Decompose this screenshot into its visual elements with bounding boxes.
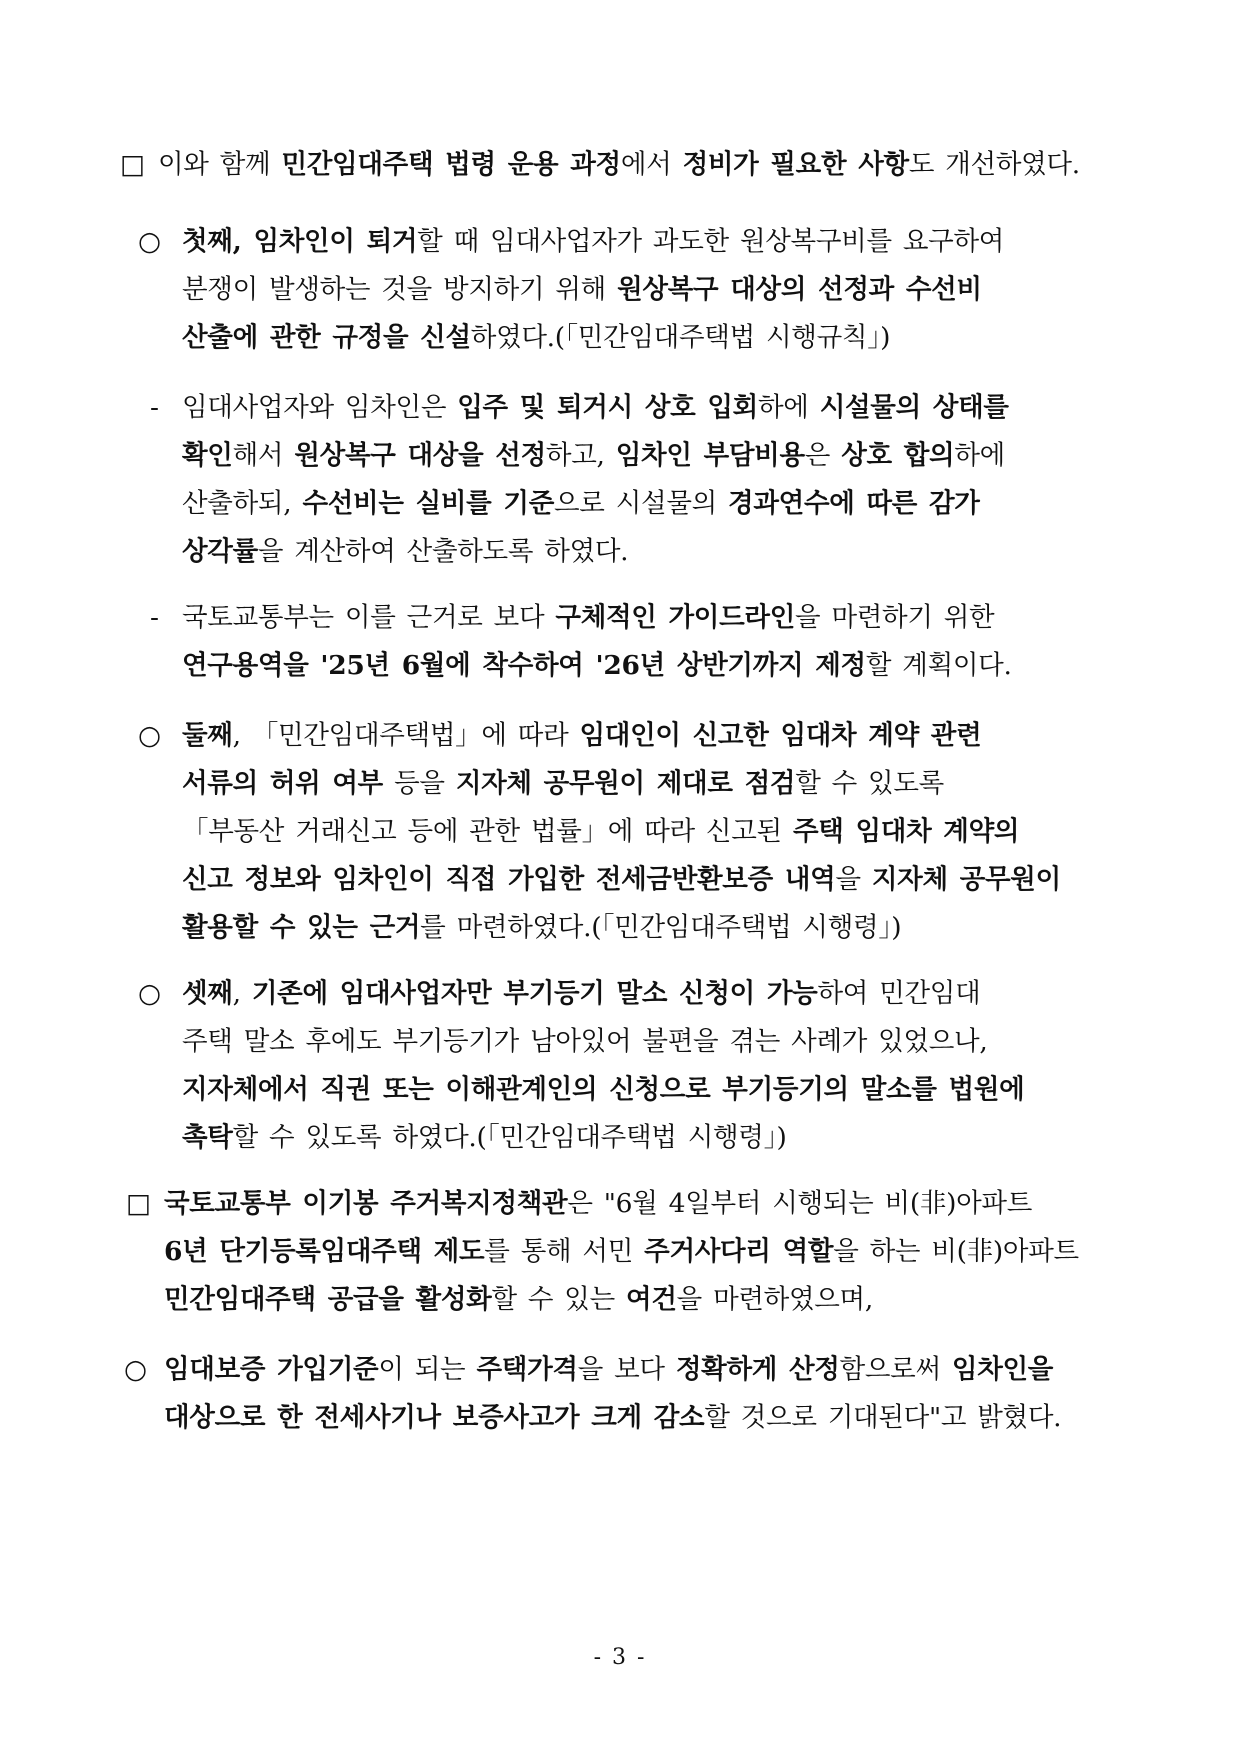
text-line xyxy=(182,904,1128,952)
text-line xyxy=(182,808,1128,856)
text-run: , 「민간임대주택법」에 따라 xyxy=(232,720,580,751)
bold-text-run: 국토교통부 이기봉 주거복지정책관 xyxy=(164,1188,568,1219)
text-line xyxy=(182,480,1130,528)
text-run: 하에 xyxy=(954,440,1005,471)
section-paragraph-quote xyxy=(126,1180,1126,1324)
item-paragraph-first xyxy=(138,218,1128,362)
text-line xyxy=(182,594,1130,642)
text-line xyxy=(182,218,1128,266)
paragraph-body xyxy=(182,712,1128,952)
bold-text-run: 첫째, 임차인이 퇴거 xyxy=(182,226,418,257)
bold-text-run: 임대보증 가입기준 xyxy=(164,1354,379,1385)
text-run: 이와 함께 xyxy=(158,149,282,180)
paragraph-body xyxy=(182,970,1128,1162)
square-bullet-icon: □ xyxy=(120,149,145,180)
text-run: 을 보다 xyxy=(577,1354,676,1385)
text-run: 국토교통부는 이를 근거로 보다 xyxy=(182,602,556,633)
text-run: 해서 xyxy=(232,440,295,471)
item-paragraph-expectation xyxy=(124,1346,1124,1442)
text-line xyxy=(164,1180,1126,1228)
bold-text-run: 민간임대주택 법령 운용 과정 xyxy=(281,149,621,180)
circle-bullet-icon: ○ xyxy=(138,978,161,1009)
bold-text-run: 산출에 관한 규정을 신설 xyxy=(182,322,471,353)
text-line xyxy=(182,642,1130,690)
bold-text-run: 입주 및 퇴거시 상호 입회 xyxy=(457,392,758,423)
item-paragraph-third xyxy=(138,970,1128,1162)
bold-text-run: 상각률 xyxy=(182,536,258,567)
text-run: 은 "6월 4일부터 시행되는 비(非)아파트 xyxy=(567,1188,1033,1219)
text-run: 을 하는 비(非)아파트 xyxy=(833,1236,1079,1267)
text-run: 을 계산하여 산출하도록 하였다. xyxy=(257,536,629,567)
bold-text-run: 시설물의 상태를 xyxy=(819,392,1009,423)
bold-text-run: 신고 정보와 임차인이 직접 가입한 전세금반환보증 내역 xyxy=(182,864,836,895)
paragraph-body xyxy=(182,218,1128,362)
text-run: 할 수 있는 xyxy=(491,1284,627,1315)
text-line xyxy=(182,528,1130,576)
sub-item-paragraph-restoration xyxy=(150,384,1130,576)
text-run: 을 마련하기 위한 xyxy=(795,602,995,633)
circle-bullet-icon: ○ xyxy=(138,226,161,257)
bold-text-run: 지자체 공무원이 제대로 점검 xyxy=(455,768,796,799)
bold-text-run: 활용할 수 있는 근거 xyxy=(182,912,421,943)
bold-text-run: 임차인 부담비용 xyxy=(615,440,805,471)
text-line xyxy=(164,1228,1126,1276)
text-line xyxy=(158,141,1120,189)
sub-item-paragraph-guideline xyxy=(150,594,1130,690)
paragraph-body xyxy=(158,141,1120,189)
bold-text-run: 원상복구 대상을 선정 xyxy=(294,440,546,471)
bold-text-run: 연구용역을 '25년 6월에 착수하여 '26년 상반기까지 제정 xyxy=(182,650,866,681)
paragraph-body xyxy=(164,1346,1124,1442)
bold-text-run: 대상으로 한 전세사기나 보증사고가 크게 감소 xyxy=(164,1402,705,1433)
item-paragraph-second xyxy=(138,712,1128,952)
text-run: 도 개선하였다. xyxy=(908,149,1080,180)
text-run: 할 계획이다. xyxy=(865,650,1012,681)
text-run: 할 것으로 기대된다"고 밝혔다. xyxy=(704,1402,1062,1433)
bold-text-run: 확인 xyxy=(182,440,233,471)
text-run: 함으로써 xyxy=(839,1354,952,1385)
bold-text-run: 주택 임대차 계약의 xyxy=(792,816,1020,847)
bold-text-run: 6년 단기등록임대주택 제도 xyxy=(164,1236,485,1267)
text-run: 에서 xyxy=(620,149,683,180)
text-run: 할 때 임대사업자가 과도한 원상복구비를 요구하여 xyxy=(417,226,1005,257)
bold-text-run: 셋째 xyxy=(182,978,233,1009)
text-run: 를 통해 서민 xyxy=(484,1236,645,1267)
text-run: 을 마련하였으며, xyxy=(676,1284,873,1315)
bold-text-run: 둘째 xyxy=(182,720,233,751)
text-run: 으로 시설물의 xyxy=(554,488,729,519)
bold-text-run: 민간임대주택 공급을 활성화 xyxy=(164,1284,492,1315)
text-line xyxy=(182,760,1128,808)
text-line xyxy=(182,1114,1128,1162)
text-run: , xyxy=(232,978,252,1009)
circle-bullet-icon: ○ xyxy=(124,1354,147,1385)
paragraph-body xyxy=(182,384,1130,576)
text-line xyxy=(182,712,1128,760)
text-run: 주택 말소 후에도 부기등기가 남아있어 불편을 겪는 사례가 있었으나, xyxy=(182,1026,988,1057)
text-run: 「부동산 거래신고 등에 관한 법률」에 따라 신고된 xyxy=(182,816,793,847)
dash-bullet-icon: - xyxy=(150,392,159,423)
text-line xyxy=(182,314,1128,362)
text-run: 할 수 있도록 xyxy=(795,768,944,799)
bold-text-run: 임차인을 xyxy=(951,1354,1054,1385)
text-run: 등을 xyxy=(382,768,456,799)
text-run: 은 xyxy=(804,440,842,471)
text-line xyxy=(182,266,1128,314)
paragraph-body xyxy=(182,594,1130,690)
dash-bullet-icon: - xyxy=(150,602,159,633)
bold-text-run: 기존에 임대사업자만 부기등기 말소 신청이 가능 xyxy=(251,978,818,1009)
page-number: - 3 - xyxy=(593,1645,647,1670)
text-line xyxy=(164,1346,1124,1394)
text-run: 를 마련하였다.(「민간임대주택법 시행령」) xyxy=(420,912,902,943)
bold-text-run: 정확하게 산정 xyxy=(675,1354,840,1385)
bold-text-run: 임대인이 신고한 임대차 계약 관련 xyxy=(579,720,982,751)
bold-text-run: 지자체에서 직권 또는 이해관계인의 신청으로 부기등기의 말소를 법원에 xyxy=(182,1074,1025,1105)
bold-text-run: 주거사다리 역할 xyxy=(644,1236,834,1267)
bold-text-run: 경과연수에 따른 감가 xyxy=(728,488,980,519)
bold-text-run: 서류의 허위 여부 xyxy=(182,768,383,799)
text-line xyxy=(182,1066,1128,1114)
text-line xyxy=(182,1018,1128,1066)
bold-text-run: 구체적인 가이드라인 xyxy=(555,602,796,633)
bold-text-run: 촉탁 xyxy=(182,1122,233,1153)
square-bullet-icon: □ xyxy=(126,1188,151,1219)
bold-text-run: 지자체 공무원이 xyxy=(871,864,1061,895)
text-line xyxy=(182,384,1130,432)
text-line xyxy=(182,432,1130,480)
text-run: 분쟁이 발생하는 것을 방지하기 위해 xyxy=(182,274,618,305)
text-run: 하고, xyxy=(545,440,616,471)
text-run: 을 xyxy=(835,864,872,895)
text-run: 하였다.(「민간임대주택법 시행규칙」) xyxy=(470,322,891,353)
text-run: 산출하되, xyxy=(182,488,303,519)
text-run: 이 되는 xyxy=(378,1354,477,1385)
bold-text-run: 원상복구 대상의 선정과 수선비 xyxy=(617,274,982,305)
text-line xyxy=(182,970,1128,1018)
bold-text-run: 여건 xyxy=(626,1284,677,1315)
bold-text-run: 상호 합의 xyxy=(841,440,955,471)
text-line xyxy=(182,856,1128,904)
text-run: 하에 xyxy=(757,392,820,423)
text-run: 하여 민간임대 xyxy=(817,978,981,1009)
text-run: 임대사업자와 임차인은 xyxy=(182,392,458,423)
bold-text-run: 수선비는 실비를 기준 xyxy=(302,488,554,519)
paragraph-body xyxy=(164,1180,1126,1324)
circle-bullet-icon: ○ xyxy=(138,720,161,751)
text-run: 할 수 있도록 하였다.(「민간임대주택법 시행령」) xyxy=(232,1122,787,1153)
text-line xyxy=(164,1394,1124,1442)
bold-text-run: 정비가 필요한 사항 xyxy=(682,149,909,180)
bold-text-run: 주택가격 xyxy=(476,1354,578,1385)
section-paragraph-improvements xyxy=(120,141,1120,189)
text-line xyxy=(164,1276,1126,1324)
